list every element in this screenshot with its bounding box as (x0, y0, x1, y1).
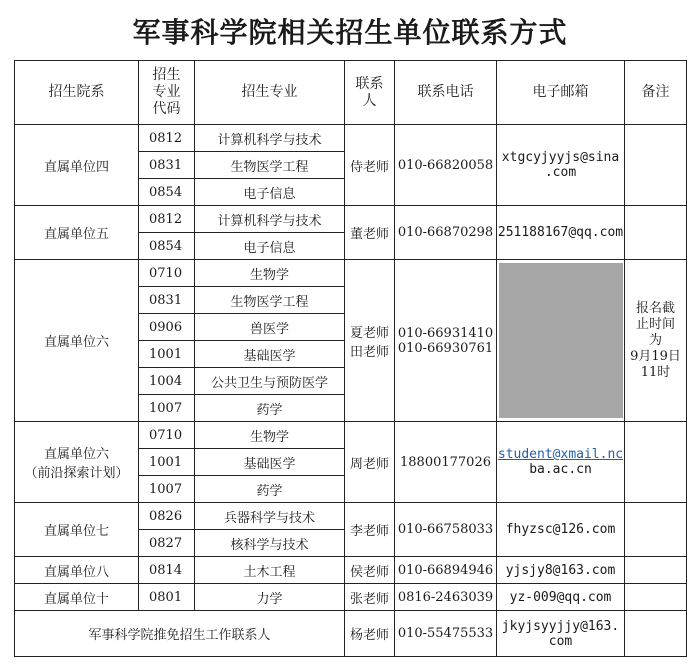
note-cell (625, 503, 687, 557)
code-cell: 0812 (139, 125, 195, 152)
major-cell: 基础医学 (195, 449, 345, 476)
dept-cell (15, 422, 139, 503)
code-cell: 1004 (139, 368, 195, 395)
email-cell (497, 422, 625, 503)
footer-phone: 010-55475533 (395, 611, 497, 657)
note-cell (625, 260, 687, 422)
phone-line2: 010-66930761 (397, 340, 494, 356)
email-cell-redacted (497, 260, 625, 422)
contact-cell: 周老师 (345, 422, 395, 503)
major-cell: 计算机科学与技术 (195, 206, 345, 233)
email-cell: yjsjy8@163.com (497, 557, 625, 584)
header-contact-line1: 联系 (355, 75, 384, 92)
major-cell: 药学 (195, 395, 345, 422)
email-cell: fhyzsc@126.com (497, 503, 625, 557)
code-cell: 0801 (139, 584, 195, 611)
header-contact (345, 61, 395, 125)
major-cell: 电子信息 (195, 179, 345, 206)
phone-cell: 18800177026 (395, 422, 497, 503)
major-cell: 兵器科学与技术 (195, 503, 345, 530)
redaction-block (499, 263, 623, 418)
code-cell: 0812 (139, 206, 195, 233)
code-cell: 0854 (139, 233, 195, 260)
major-cell: 公共卫生与预防医学 (195, 368, 345, 395)
major-cell: 生物学 (195, 422, 345, 449)
major-cell: 基础医学 (195, 341, 345, 368)
major-cell: 核科学与技术 (195, 530, 345, 557)
note-cell (625, 125, 687, 206)
note-line: 报名截 (635, 300, 675, 316)
code-cell: 1001 (139, 341, 195, 368)
table-row (15, 422, 687, 449)
contact-cell: 侍老师 (345, 125, 395, 206)
code-cell: 0906 (139, 314, 195, 341)
header-code-line1: 招生 (152, 67, 181, 83)
header-major: 招生专业 (195, 61, 345, 125)
header-phone: 联系电话 (395, 61, 497, 125)
header-note: 备注 (625, 61, 687, 125)
phone-cell: 010-66758033 (395, 503, 497, 557)
table-row (15, 260, 687, 287)
code-cell: 0710 (139, 422, 195, 449)
header-row (15, 61, 687, 125)
footer-row (15, 611, 687, 657)
email-cell: yz-009@qq.com (497, 584, 625, 611)
phone-cell: 0816-2463039 (395, 584, 497, 611)
code-cell: 1007 (139, 395, 195, 422)
major-cell: 电子信息 (195, 233, 345, 260)
phone-cell: 010-66870298 (395, 206, 497, 260)
note-line: 止时间 (635, 316, 675, 332)
dept-cell: 直属单位六 (15, 260, 139, 422)
contact-line2: 田老师 (349, 344, 389, 360)
code-cell: 0710 (139, 260, 195, 287)
table-row (15, 125, 687, 152)
table-row (15, 503, 687, 530)
phone-cell: 010-66894946 (395, 557, 497, 584)
dept-cell: 直属单位八 (15, 557, 139, 584)
contact-cell: 侯老师 (345, 557, 395, 584)
phone-line1: 010-66931410 (397, 325, 494, 341)
email-cell: 251188167@qq.com (497, 206, 625, 260)
major-cell: 药学 (195, 476, 345, 503)
code-cell: 0827 (139, 530, 195, 557)
header-code-line3: 代码 (152, 101, 181, 117)
email-line1: xtgcyjyyjs@sina (501, 150, 620, 165)
footer-label: 军事科学院推免招生工作联系人 (15, 611, 345, 657)
dept-line1: 直属单位六 (43, 447, 109, 462)
note-line: 11时 (640, 364, 671, 380)
note-cell (625, 611, 687, 657)
dept-line2: （前沿探索计划） (24, 466, 129, 481)
header-email: 电子邮箱 (497, 61, 625, 125)
major-cell: 力学 (195, 584, 345, 611)
footer-contact: 杨老师 (345, 611, 395, 657)
major-cell: 计算机科学与技术 (195, 125, 345, 152)
code-cell: 0831 (139, 287, 195, 314)
major-cell: 土木工程 (195, 557, 345, 584)
contact-line1: 夏老师 (349, 325, 389, 341)
header-contact-line2: 人 (362, 92, 377, 109)
page-title: 军事科学院相关招生单位联系方式 (132, 16, 568, 49)
phone-cell: 010-66820058 (395, 125, 497, 206)
contact-cell: 张老师 (345, 584, 395, 611)
contact-cell: 李老师 (345, 503, 395, 557)
code-cell: 0854 (139, 179, 195, 206)
note-line: 为 (648, 332, 662, 348)
major-cell: 生物学 (195, 260, 345, 287)
dept-cell: 直属单位五 (15, 206, 139, 260)
dept-cell: 直属单位七 (15, 503, 139, 557)
code-cell: 0831 (139, 152, 195, 179)
contact-cell: 董老师 (345, 206, 395, 260)
note-cell (625, 557, 687, 584)
footer-email (497, 611, 625, 657)
major-cell: 生物医学工程 (195, 152, 345, 179)
email-line2: com (548, 633, 573, 649)
contact-cell (345, 260, 395, 422)
table-row (15, 584, 687, 611)
email-cell (497, 125, 625, 206)
note-cell (625, 584, 687, 611)
header-code (139, 61, 195, 125)
major-cell: 兽医学 (195, 314, 345, 341)
email-line2: .com (544, 165, 577, 180)
dept-cell: 直属单位四 (15, 125, 139, 206)
email-line2: ba.ac.cn (529, 462, 592, 477)
email-link[interactable]: student@xmail.nc (497, 447, 624, 462)
contacts-table (14, 60, 687, 657)
dept-cell: 直属单位十 (15, 584, 139, 611)
phone-cell (395, 260, 497, 422)
code-cell: 1001 (139, 449, 195, 476)
header-code-line2: 专业 (152, 84, 181, 100)
major-cell: 生物医学工程 (195, 287, 345, 314)
table-row (15, 557, 687, 584)
code-cell: 1007 (139, 476, 195, 503)
note-cell (625, 422, 687, 503)
table-row (15, 206, 687, 233)
note-cell (625, 206, 687, 260)
header-dept: 招生院系 (15, 61, 139, 125)
note-line: 9月19日 (630, 348, 681, 364)
email-line1: jkyjsyyjjy@163. (501, 618, 620, 634)
code-cell: 0826 (139, 503, 195, 530)
code-cell: 0814 (139, 557, 195, 584)
